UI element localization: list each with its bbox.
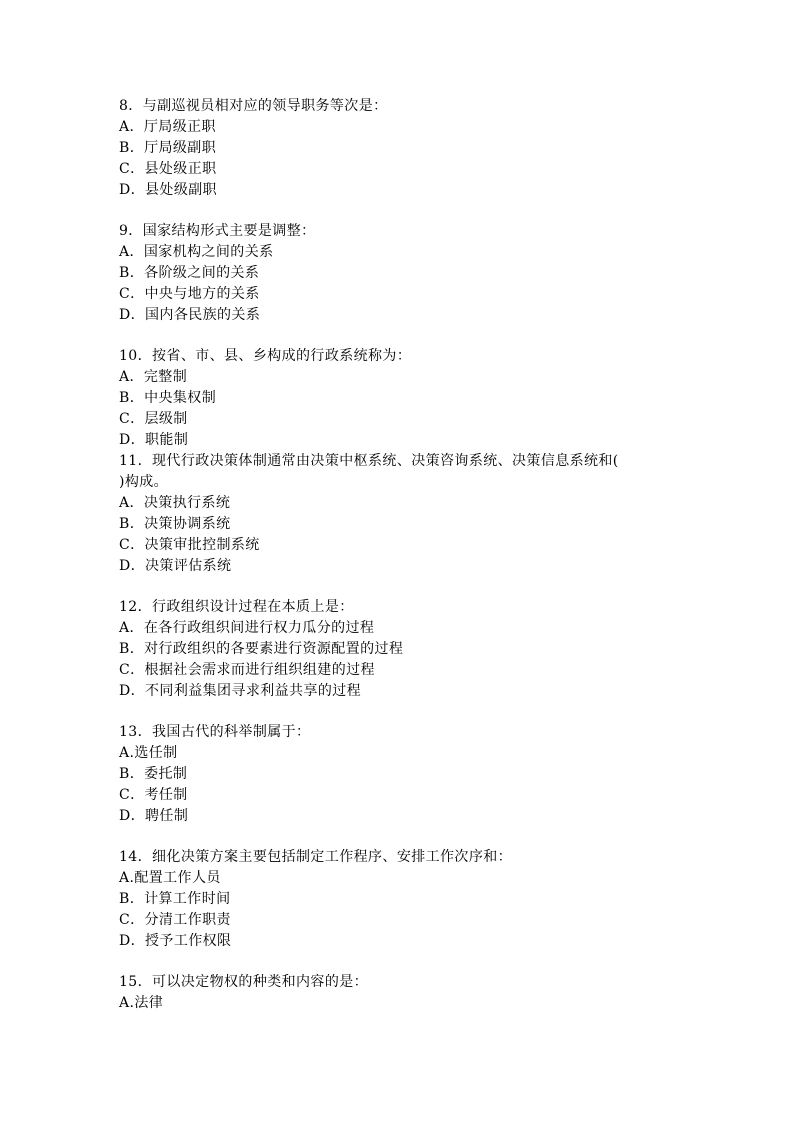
- option-b: B．决策协调系统: [119, 516, 231, 532]
- paragraph-gap: [119, 577, 699, 597]
- question-stem: 15．可以决定物权的种类和内容的是：: [119, 974, 369, 990]
- option-d: D．县处级副职: [119, 182, 218, 198]
- question-12: [119, 597, 699, 702]
- option-b: B．计算工作时间: [119, 891, 231, 907]
- option-c: C．分清工作职责: [119, 912, 231, 928]
- paragraph-gap: [119, 201, 699, 221]
- option-a: A.选任制: [119, 745, 178, 761]
- option-a: A．国家机构之间的关系: [119, 244, 274, 260]
- question-stem: 11．现代行政决策体制通常由决策中枢系统、决策咨询系统、决策信息系统和(: [119, 453, 619, 469]
- option-c: C．中央与地方的关系: [119, 286, 260, 302]
- question-10: [119, 346, 699, 451]
- option-d: D．不同利益集团寻求利益共享的过程: [119, 683, 362, 699]
- question-stem-continued: )构成。: [119, 474, 169, 490]
- paragraph-gap: [119, 326, 699, 346]
- option-b: B．对行政组织的各要素进行资源配置的过程: [119, 641, 404, 657]
- option-c: C．考任制: [119, 787, 188, 803]
- question-15: [119, 972, 699, 1014]
- option-a: A．完整制: [119, 369, 188, 385]
- question-11: [119, 451, 699, 577]
- option-d: D．国内各民族的关系: [119, 307, 261, 323]
- question-9: [119, 221, 699, 326]
- option-d: D．决策评估系统: [119, 558, 232, 574]
- option-a: A.配置工作人员: [119, 870, 221, 886]
- option-c: C．层级制: [119, 411, 188, 427]
- paragraph-gap: [119, 952, 699, 972]
- question-stem: 14．细化决策方案主要包括制定工作程序、安排工作次序和：: [119, 849, 513, 865]
- question-8: [119, 96, 699, 201]
- option-c: C．根据社会需求而进行组织组建的过程: [119, 662, 375, 678]
- document-page: [119, 96, 699, 1014]
- paragraph-gap: [119, 702, 699, 722]
- option-c: C．决策审批控制系统: [119, 537, 260, 553]
- question-stem: 12．行政组织设计过程在本质上是：: [119, 599, 354, 615]
- question-stem: 10．按省、市、县、乡构成的行政系统称为：: [119, 348, 412, 364]
- option-b: B．委托制: [119, 766, 188, 782]
- question-14: [119, 847, 699, 952]
- question-13: [119, 722, 699, 827]
- option-a: A.法律: [119, 995, 164, 1011]
- option-d: D．授予工作权限: [119, 933, 232, 949]
- option-a: A．决策执行系统: [119, 495, 231, 511]
- option-a: A．厅局级正职: [119, 119, 216, 135]
- option-a: A．在各行政组织间进行权力瓜分的过程: [119, 620, 375, 636]
- option-b: B．中央集权制: [119, 390, 217, 406]
- question-stem: 13．我国古代的科举制属于：: [119, 724, 311, 740]
- option-b: B．厅局级副职: [119, 140, 217, 156]
- option-d: D．职能制: [119, 432, 189, 448]
- question-stem: 8．与副巡视员相对应的领导职务等次是：: [119, 98, 388, 114]
- paragraph-gap: [119, 827, 699, 847]
- option-b: B．各阶级之间的关系: [119, 265, 260, 281]
- option-d: D．聘任制: [119, 808, 189, 824]
- question-stem: 9．国家结构形式主要是调整：: [119, 223, 316, 239]
- option-c: C．县处级正职: [119, 161, 217, 177]
